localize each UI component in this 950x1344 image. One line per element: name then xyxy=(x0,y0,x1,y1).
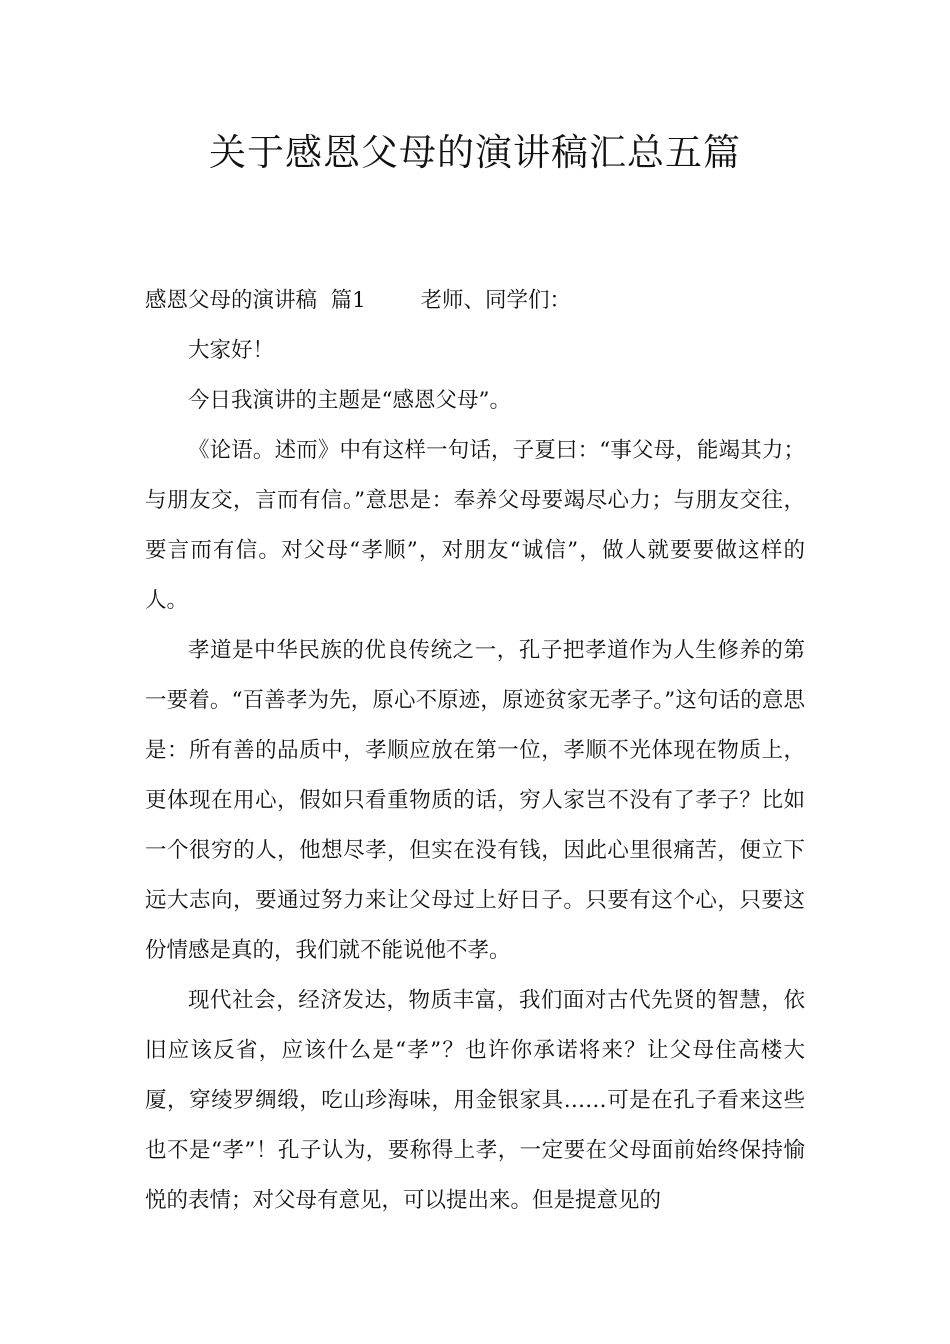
section-heading-line: 感恩父母的演讲稿 篇1 老师、同学们： xyxy=(145,288,572,313)
document-body xyxy=(145,276,805,1226)
paragraph-xiaodao: 孝道是中华民族的优良传统之一，孔子把孝道作为人生修养的第一要着。“百善孝为先，原心不原迹，原迹贫家无孝子。”这句话的意思是：所有善的品质中，孝顺应放在第一位，孝顺不光体现在物质上，更体现在用心，假如只看重物质的话，穷人家岂不没有了孝子？比如一个很穷的人，他想尽孝，但实在没有钱，因此心里很痛苦，便立下远大志向，要通过努力来让父母过上好日子。只要有这个心，只要这份情感是真的，我们就不能说他不孝。 xyxy=(145,638,805,963)
paragraph-lunyu: 《论语。述而》中有这样一句话，子夏曰：“事父母，能竭其力；与朋友交，言而有信。”意思是：奉养父母要竭尽心力；与朋友交往，要言而有信。对父母“孝顺”，对朋友“诚信”，做人就要要做这样的人。 xyxy=(145,438,805,613)
document-title: 关于感恩父母的演讲稿汇总五篇 xyxy=(209,131,741,174)
paragraph-modern-society: 现代社会，经济发达，物质丰富，我们面对古代先贤的智慧，依旧应该反省，应该什么是“孝”？也许你承诺将来？让父母住高楼大厦，穿绫罗绸缎，吃山珍海味，用金银家具……可是在孔子看来这些也不是“孝”！孔子认为，要称得上孝，一定要在父母面前始终保持愉悦的表情；对父母有意见，可以提出来。但是提意见的 xyxy=(145,988,805,1213)
paragraph-greeting: 大家好！ xyxy=(188,338,275,363)
paragraph-theme: 今日我演讲的主题是“感恩父母”。 xyxy=(188,388,511,413)
